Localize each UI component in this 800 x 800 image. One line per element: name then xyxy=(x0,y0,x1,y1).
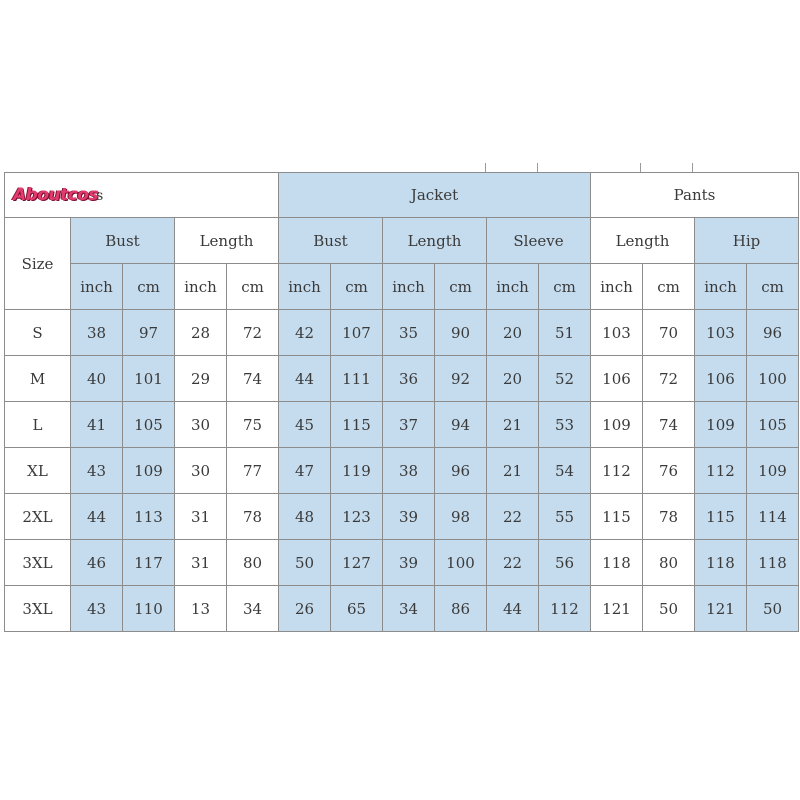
table-cell: 115 xyxy=(591,494,643,540)
unit-header-cell: inch xyxy=(591,264,643,310)
pants-length-header: Length xyxy=(591,218,695,264)
table-cell: 72 xyxy=(227,310,279,356)
table-cell: 26 xyxy=(279,586,331,632)
table-cell: 39 xyxy=(383,540,435,586)
table-row xyxy=(5,586,799,632)
table-row xyxy=(5,448,799,494)
unit-header-cell: inch xyxy=(71,264,123,310)
table-cell: 107 xyxy=(331,310,383,356)
table-cell: 44 xyxy=(71,494,123,540)
table-cell: 80 xyxy=(227,540,279,586)
unit-header-cell: inch xyxy=(175,264,227,310)
unit-header-cell: cm xyxy=(643,264,695,310)
table-cell: 13 xyxy=(175,586,227,632)
table-cell: 74 xyxy=(227,356,279,402)
table-cell: 96 xyxy=(435,448,487,494)
table-cell: 80 xyxy=(643,540,695,586)
table-cell: 22 xyxy=(487,540,539,586)
unit-header-cell: cm xyxy=(747,264,799,310)
table-cell: 35 xyxy=(383,310,435,356)
table-cell: 103 xyxy=(591,310,643,356)
size-label-cell: XL xyxy=(5,448,71,494)
table-cell: 52 xyxy=(539,356,591,402)
table-cell: 53 xyxy=(539,402,591,448)
table-cell: 54 xyxy=(539,448,591,494)
table-cell: 20 xyxy=(487,310,539,356)
unit-header-cell: inch xyxy=(487,264,539,310)
table-cell: 77 xyxy=(227,448,279,494)
jacket-bust-header: Bust xyxy=(279,218,383,264)
top-length-header: Length xyxy=(175,218,279,264)
table-cell: 90 xyxy=(435,310,487,356)
table-cell: 113 xyxy=(123,494,175,540)
table-row xyxy=(5,540,799,586)
table-cell: 103 xyxy=(695,310,747,356)
table-cell: 34 xyxy=(227,586,279,632)
table-cell: 112 xyxy=(591,448,643,494)
size-label-cell: 3XL xyxy=(5,586,71,632)
jacket-group-header: Jacket xyxy=(279,173,591,218)
table-cell: 127 xyxy=(331,540,383,586)
table-cell: 78 xyxy=(643,494,695,540)
table-cell: 37 xyxy=(383,402,435,448)
logo-cell xyxy=(5,173,279,218)
unit-header-row xyxy=(5,264,799,310)
table-cell: 112 xyxy=(695,448,747,494)
table-cell: 21 xyxy=(487,448,539,494)
table-cell: 118 xyxy=(747,540,799,586)
table-cell: 41 xyxy=(71,402,123,448)
unit-header-cell: inch xyxy=(279,264,331,310)
table-cell: 105 xyxy=(123,402,175,448)
table-cell: 76 xyxy=(643,448,695,494)
measure-header-row xyxy=(5,218,799,264)
table-cell: 47 xyxy=(279,448,331,494)
table-cell: 115 xyxy=(695,494,747,540)
table-cell: 46 xyxy=(71,540,123,586)
jacket-length-header: Length xyxy=(383,218,487,264)
brand-logo: Aboutcos xyxy=(13,185,99,205)
table-cell: 48 xyxy=(279,494,331,540)
table-cell: 38 xyxy=(383,448,435,494)
pants-hip-header: Hip xyxy=(695,218,799,264)
top-bust-header: Bust xyxy=(71,218,175,264)
table-cell: 34 xyxy=(383,586,435,632)
size-header: Size xyxy=(5,218,71,310)
table-cell: 56 xyxy=(539,540,591,586)
table-cell: 43 xyxy=(71,586,123,632)
table-row xyxy=(5,402,799,448)
unit-header-cell: inch xyxy=(383,264,435,310)
jacket-sleeve-header: Sleeve xyxy=(487,218,591,264)
table-cell: 106 xyxy=(591,356,643,402)
table-cell: 118 xyxy=(695,540,747,586)
table-cell: 20 xyxy=(487,356,539,402)
table-cell: 109 xyxy=(591,402,643,448)
table-cell: 44 xyxy=(487,586,539,632)
table-cell: 51 xyxy=(539,310,591,356)
table-cell: 21 xyxy=(487,402,539,448)
table-cell: 28 xyxy=(175,310,227,356)
table-cell: 118 xyxy=(591,540,643,586)
unit-header-cell: cm xyxy=(539,264,591,310)
pants-group-header: Pants xyxy=(591,173,799,218)
size-label-cell: S xyxy=(5,310,71,356)
table-cell: 114 xyxy=(747,494,799,540)
table-row xyxy=(5,310,799,356)
table-row xyxy=(5,356,799,402)
table-cell: 100 xyxy=(435,540,487,586)
table-cell: 38 xyxy=(71,310,123,356)
table-cell: 109 xyxy=(695,402,747,448)
table-cell: 78 xyxy=(227,494,279,540)
table-cell: 44 xyxy=(279,356,331,402)
size-chart-table xyxy=(4,172,799,632)
table-cell: 96 xyxy=(747,310,799,356)
table-cell: 112 xyxy=(539,586,591,632)
table-cell: 31 xyxy=(175,494,227,540)
table-cell: 92 xyxy=(435,356,487,402)
table-cell: 115 xyxy=(331,402,383,448)
unit-header-cell: inch xyxy=(695,264,747,310)
table-cell: 31 xyxy=(175,540,227,586)
table-cell: 111 xyxy=(331,356,383,402)
table-cell: 42 xyxy=(279,310,331,356)
table-cell: 30 xyxy=(175,448,227,494)
table-cell: 22 xyxy=(487,494,539,540)
unit-header-cell: cm xyxy=(331,264,383,310)
table-cell: 109 xyxy=(123,448,175,494)
table-cell: 40 xyxy=(71,356,123,402)
size-label-cell: 3XL xyxy=(5,540,71,586)
table-cell: 109 xyxy=(747,448,799,494)
table-cell: 50 xyxy=(643,586,695,632)
table-cell: 55 xyxy=(539,494,591,540)
table-cell: 43 xyxy=(71,448,123,494)
group-header-row xyxy=(5,173,799,218)
table-cell: 45 xyxy=(279,402,331,448)
table-cell: 39 xyxy=(383,494,435,540)
table-cell: 29 xyxy=(175,356,227,402)
table-cell: 121 xyxy=(695,586,747,632)
table-cell: 117 xyxy=(123,540,175,586)
table-cell: 70 xyxy=(643,310,695,356)
size-label-cell: 2XL xyxy=(5,494,71,540)
table-cell: 65 xyxy=(331,586,383,632)
table-cell: 100 xyxy=(747,356,799,402)
table-cell: 30 xyxy=(175,402,227,448)
table-row xyxy=(5,494,799,540)
table-cell: 75 xyxy=(227,402,279,448)
table-cell: 110 xyxy=(123,586,175,632)
table-cell: 101 xyxy=(123,356,175,402)
table-cell: 74 xyxy=(643,402,695,448)
unit-header-cell: cm xyxy=(435,264,487,310)
logo-trailing-text: s xyxy=(96,188,104,204)
table-cell: 98 xyxy=(435,494,487,540)
table-cell: 94 xyxy=(435,402,487,448)
table-cell: 121 xyxy=(591,586,643,632)
size-label-cell: L xyxy=(5,402,71,448)
unit-header-cell: cm xyxy=(227,264,279,310)
unit-header-cell: cm xyxy=(123,264,175,310)
table-cell: 86 xyxy=(435,586,487,632)
table-cell: 119 xyxy=(331,448,383,494)
size-label-cell: M xyxy=(5,356,71,402)
table-cell: 105 xyxy=(747,402,799,448)
table-cell: 72 xyxy=(643,356,695,402)
table-cell: 123 xyxy=(331,494,383,540)
table-cell: 97 xyxy=(123,310,175,356)
table-cell: 50 xyxy=(279,540,331,586)
table-cell: 50 xyxy=(747,586,799,632)
table-cell: 36 xyxy=(383,356,435,402)
table-cell: 106 xyxy=(695,356,747,402)
